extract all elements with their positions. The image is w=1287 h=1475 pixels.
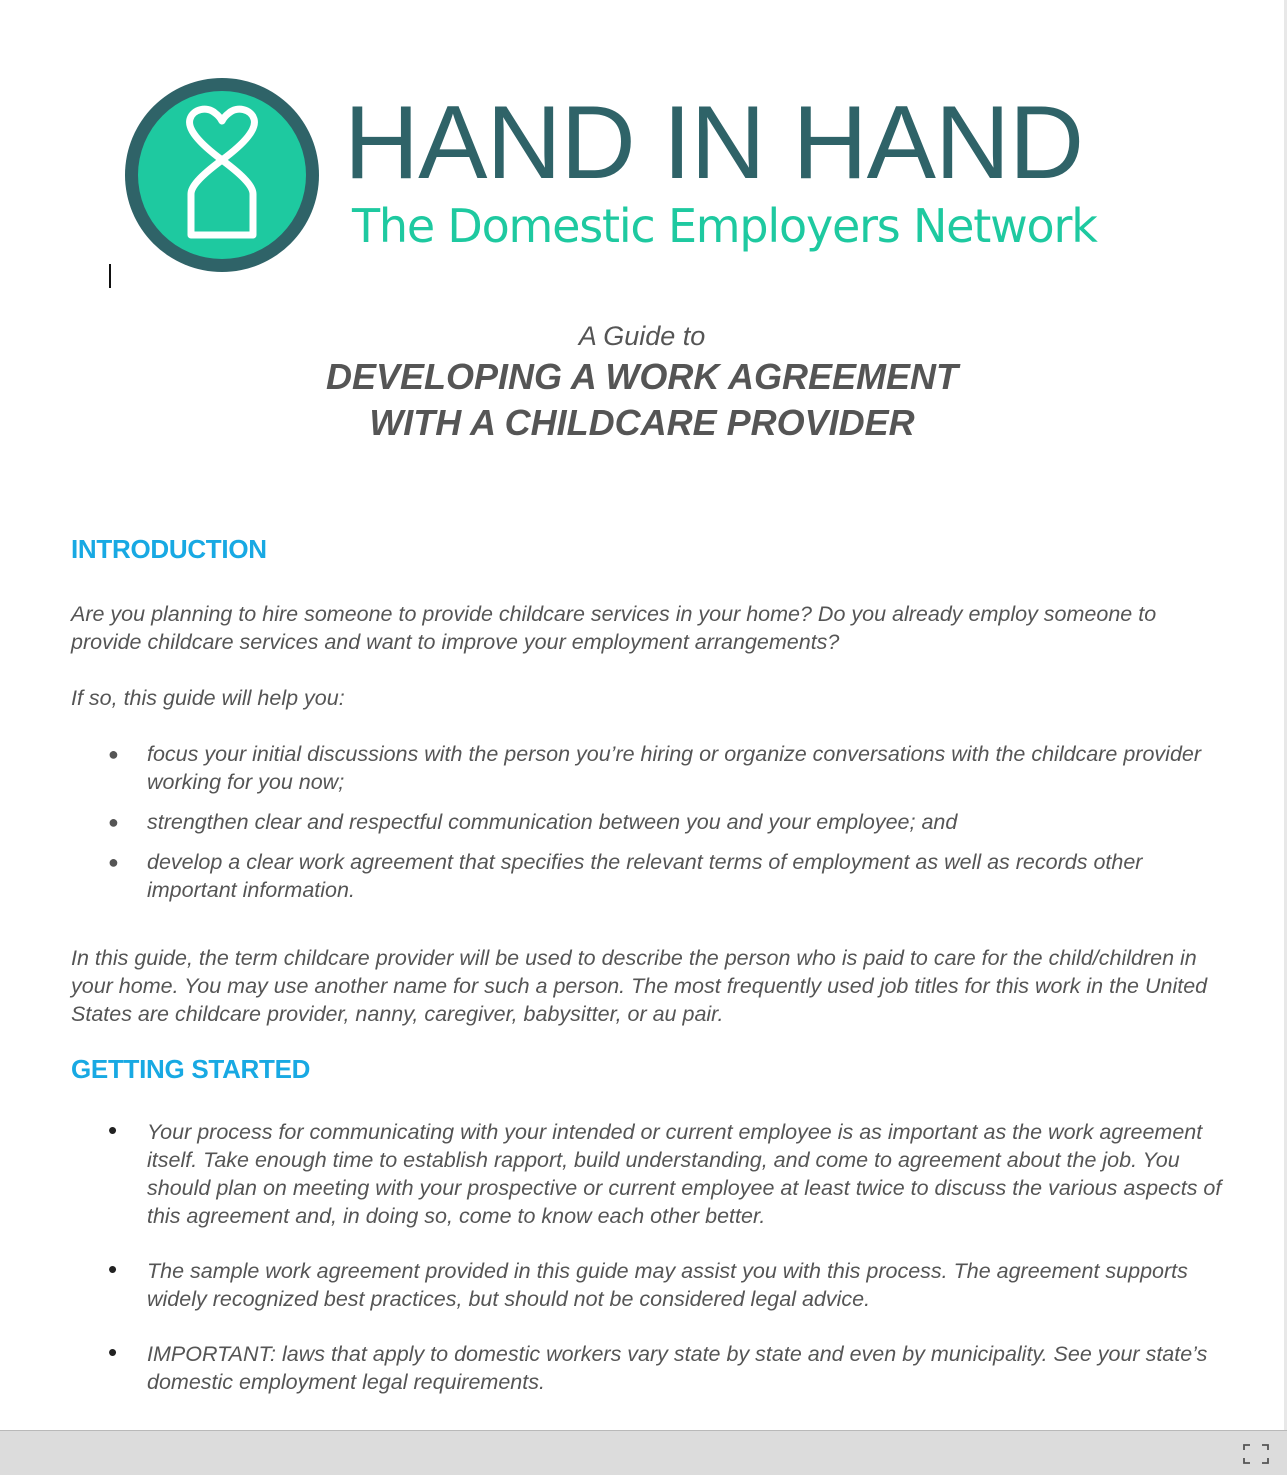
list-item-text: strengthen clear and respectful communication between you and your employee; and <box>147 810 958 834</box>
title-prefix: A Guide to <box>578 321 706 351</box>
bullet-icon: ● <box>108 852 119 872</box>
list-item <box>0 1337 1284 1396</box>
introduction-paragraph-1: Are you planning to hire someone to provide childcare services in your home? Do you already employ someone to provide childcare services and want to improve your employment arrangements? <box>71 602 1157 654</box>
bottom-toolbar <box>0 1430 1287 1475</box>
list-item-text: develop a clear work agreement that specifies the relevant terms of employment as well as records other important information. <box>147 850 1143 902</box>
list-item-text: Your process for communicating with your intended or current employee is as important as the work agreement itself. Take enough time to establish rapport, build understanding, and come to agreement about the job. You should plan on meeting with your prospective or current employee at least twice to discuss the various aspects of this agreement and, in doing so, come to know each other better. <box>147 1120 1222 1228</box>
fullscreen-expand-icon[interactable] <box>1242 1443 1270 1465</box>
list-item <box>0 1254 1284 1313</box>
bullet-icon: ● <box>108 812 119 832</box>
brand-name: HAND IN HAND <box>344 85 1084 201</box>
getting-started-heading: GETTING STARTED <box>71 1054 311 1084</box>
introduction-paragraph-3: In this guide, the term childcare provider will be used to describe the person who is paid to care for the child/children in your home. You may use another name for such a person. The most frequently used job titles for this work in the United States are childcare provider, nanny, caregiver, babysitter, or au pair. <box>71 946 1208 1026</box>
brand-tagline: The Domestic Employers Network <box>352 199 1097 253</box>
introduction-heading: INTRODUCTION <box>71 534 267 564</box>
bullet-icon: • <box>108 1337 118 1367</box>
introduction-paragraph-2: If so, this guide will help you: <box>71 686 345 710</box>
list-item <box>0 1115 1284 1230</box>
list-item-text: The sample work agreement provided in this guide may assist you with this process. The agreement supports widely recognized best practices, but should not be considered legal advice. <box>147 1259 1188 1311</box>
heart-house-icon <box>123 77 321 273</box>
bullet-icon: • <box>108 1115 118 1145</box>
page-title-line-2: WITH A CHILDCARE PROVIDER <box>369 402 915 443</box>
page-title <box>0 354 1284 446</box>
list-item <box>0 740 1284 796</box>
bullet-icon: ● <box>108 744 119 764</box>
getting-started-bullet-list <box>0 1115 1284 1396</box>
introduction-bullet-list <box>0 740 1284 904</box>
text-cursor <box>109 264 111 288</box>
list-item-text: IMPORTANT: laws that apply to domestic workers vary state by state and even by municipality. See your state’s domestic employment legal requirements. <box>147 1342 1208 1394</box>
bullet-icon: • <box>108 1254 118 1284</box>
list-item <box>0 848 1284 904</box>
page-title-line-1: DEVELOPING A WORK AGREEMENT <box>325 356 959 397</box>
list-item-text: focus your initial discussions with the person you’re hiring or organize conversations with the childcare provider working for you now; <box>147 742 1202 794</box>
list-item <box>0 808 1284 836</box>
